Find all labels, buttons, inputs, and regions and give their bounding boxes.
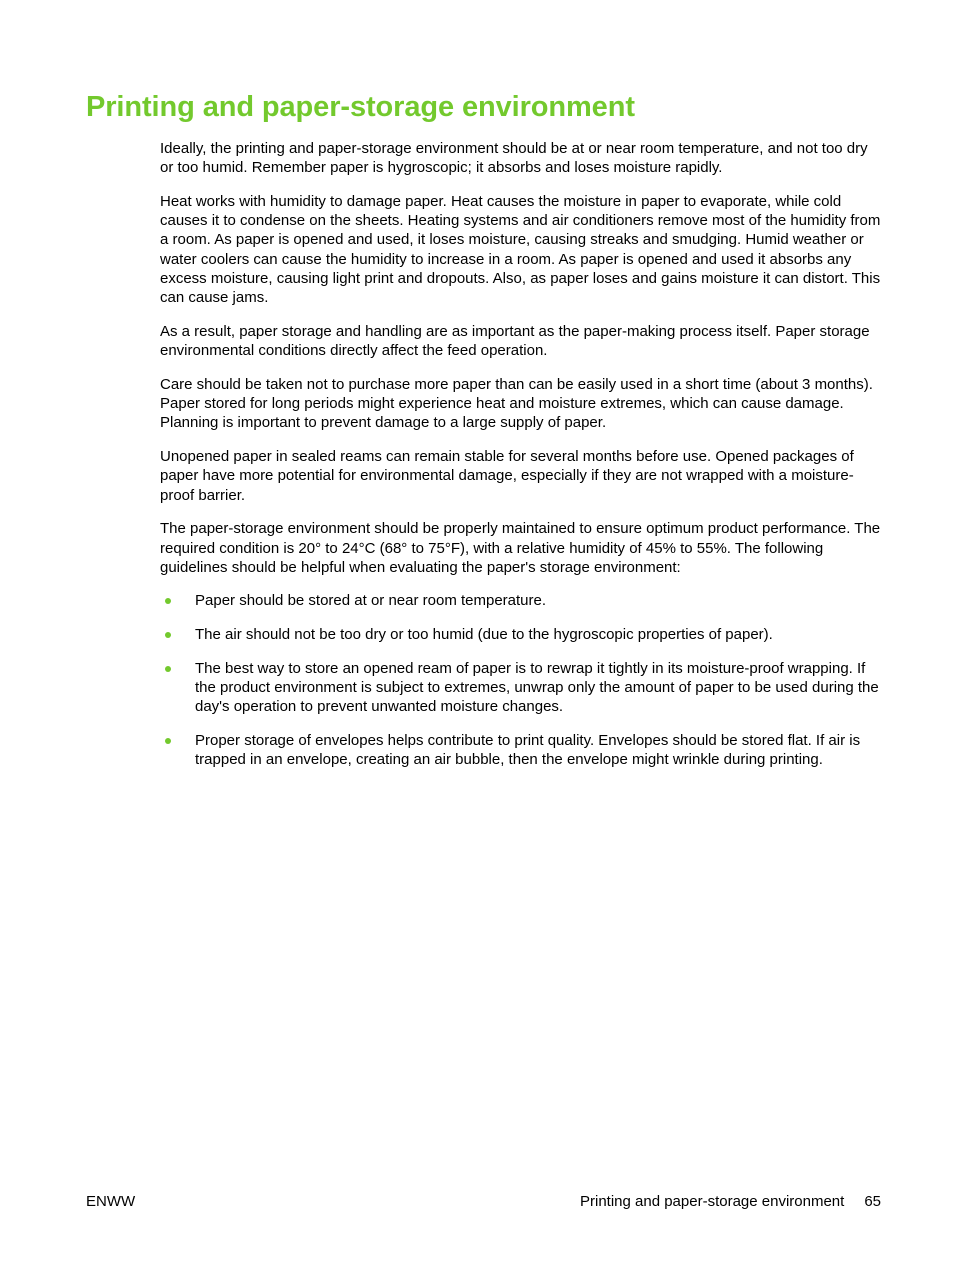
footer-section (580, 1193, 881, 1210)
footer-section-title: Printing and paper-storage environment (579, 1193, 845, 1210)
list-item (160, 659, 884, 717)
paragraph: Heat works with humidity to damage paper. Heat causes the moisture in paper to evaporate, while cold causes it to condense on the sheets. Heating systems and air conditioners remove most of the humidity from a room. As paper is opened and used, it loses moisture, causing streaks and smudging. Humid weather or water coolers can cause the humidity to increase in a room. As paper is opened and used it absorbs any excess moisture, causing light print and dropouts. Also, as paper loses and gains moisture it can distort. This can cause jams. (160, 192, 881, 307)
list-item-text: Proper storage of envelopes helps contribute to print quality. Envelopes should be stored flat. If air is trapped in an envelope, creating an air bubble, then the envelope might wrinkle during printing. (195, 731, 861, 769)
page-title: Printing and paper-storage environment (86, 91, 635, 123)
guidelines-list (160, 591, 884, 769)
bullet-dot-icon (165, 632, 171, 638)
list-item (160, 731, 884, 770)
paragraph: As a result, paper storage and handling are as important as the paper-making process itself. Paper storage environmental conditions directly affect the feed operation. (160, 322, 870, 360)
list-item (160, 591, 884, 610)
page-number: 65 (864, 1193, 881, 1210)
paragraph: The paper-storage environment should be properly maintained to ensure optimum product performance. The required condition is 20° to 24°C (68° to 75°F), with a relative humidity of 45% to 55%. The following guidelines should be helpful when evaluating the paper's storage environment: (160, 520, 881, 576)
paragraph: Ideally, the printing and paper-storage environment should be at or near room temperature, and not too dry or too humid. Remember paper is hygroscopic; it absorbs and loses moisture rapidly. (160, 140, 868, 177)
list-item (160, 625, 884, 644)
list-item-text: The air should not be too dry or too humid (due to the hygroscopic properties of paper). (195, 626, 773, 644)
list-item-text: The best way to store an opened ream of paper is to rewrap it tightly in its moisture-proof wrapping. If the product environment is subject to extremes, unwrap only the amount of paper to be used during the day's operation to prevent unwanted moisture changes. (195, 659, 879, 716)
bullet-dot-icon (165, 598, 171, 604)
page-content (160, 139, 884, 784)
bullet-dot-icon (165, 666, 171, 672)
footer-publication-code: ENWW (86, 1193, 136, 1210)
paragraph: Care should be taken not to purchase more paper than can be easily used in a short time (about 3 months). Paper stored for long periods might experience heat and moisture extremes, which can cause damage. Planning is important to prevent damage to a large supply of paper. (160, 375, 873, 432)
bullet-dot-icon (165, 738, 171, 744)
paragraph: Unopened paper in sealed reams can remain stable for several months before use. Opened packages of paper have more potential for environmental damage, especially if they are not wrapped with a moisture-proof barrier. (160, 448, 854, 504)
list-item-text: Paper should be stored at or near room temperature. (195, 592, 547, 610)
